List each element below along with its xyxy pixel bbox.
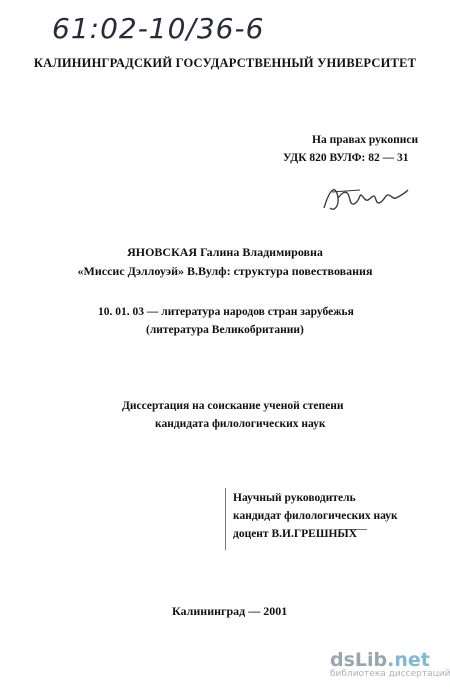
specialty-code: 10. 01. 03 — литература народов стран зарубежья — [98, 306, 354, 318]
watermark-subtitle: библиотека диссертаций — [330, 669, 450, 679]
dslib-watermark — [330, 649, 450, 679]
supervisor-degree: кандидат филологических наук — [233, 510, 398, 522]
supervisor-heading: Научный руководитель — [233, 492, 356, 504]
specialty-subfield: (литература Великобритании) — [146, 324, 304, 336]
city-year: Калининград — 2001 — [172, 604, 288, 618]
handwritten-signature — [320, 178, 410, 223]
watermark-logo — [330, 649, 446, 671]
margin-mark — [225, 488, 226, 550]
university-name: КАЛИНИНГРАДСКИЙ ГОСУДАРСТВЕННЫЙ УНИВЕРСИТЕТ — [33, 56, 417, 70]
handwritten-archive-number: 61:02-10/36-6 — [52, 12, 265, 45]
degree-field: кандидата филологических наук — [155, 418, 326, 430]
supervisor-name: доцент В.И.ГРЕШНЫХ — [233, 528, 357, 540]
dissertation-title: «Миссис Дэллоуэй» В.Вулф: структура повествования — [77, 264, 373, 278]
degree-statement: Диссертация на соискание ученой степени — [122, 400, 344, 412]
udk-code: УДК 820 ВУЛФ: 82 — 31 — [283, 152, 409, 164]
manuscript-rights-note: На правах рукописи — [312, 134, 419, 146]
author-name: ЯНОВСКАЯ Галина Владимировна — [127, 245, 323, 259]
watermark-logo-suffix: .net — [387, 649, 430, 671]
watermark-logo-prefix: dsLib — [330, 649, 388, 671]
